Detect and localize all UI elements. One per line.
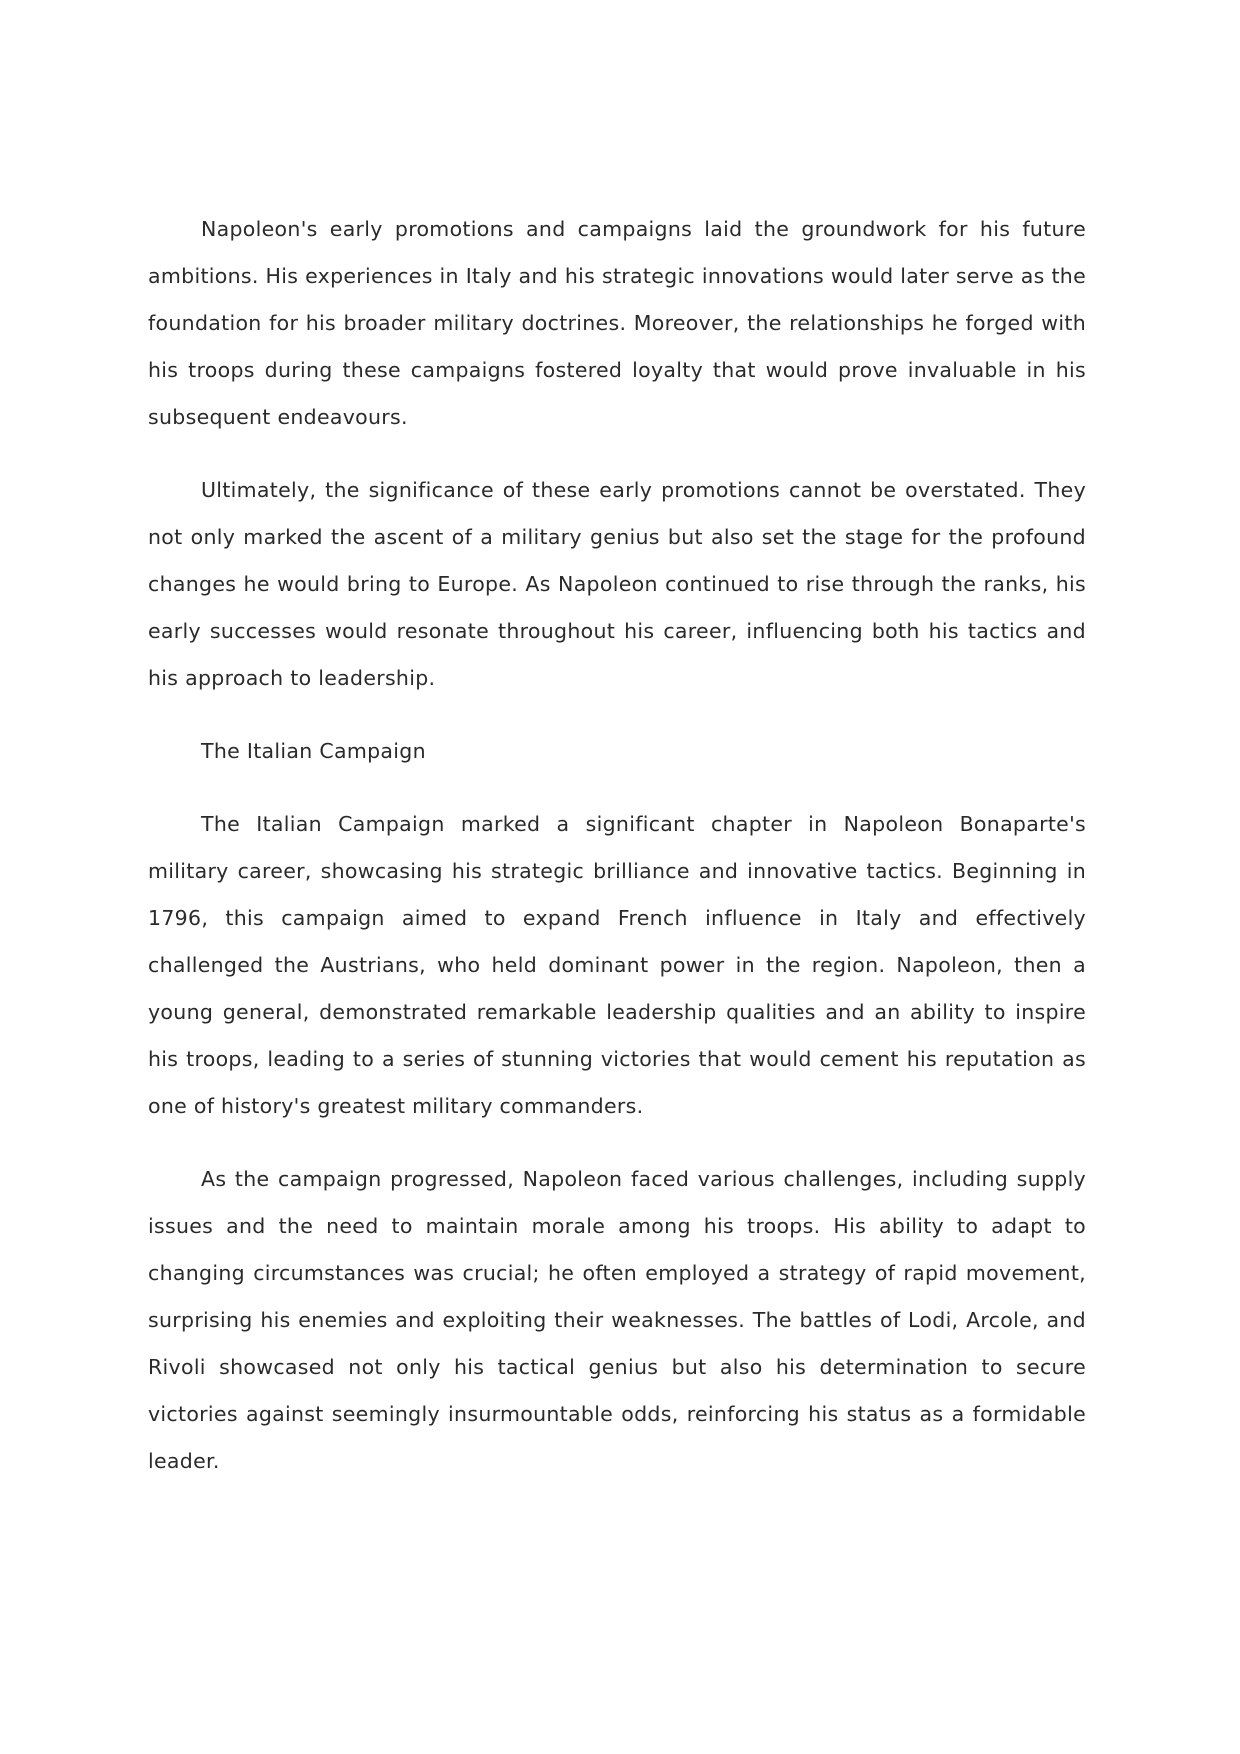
paragraph-italian-campaign: The Italian Campaign marked a significant chapter in Napoleon Bonaparte's military career, showcasing his strategic brilliance and innovative tactics. Beginning in 1796, this campaign aimed to expand French influence in Italy and effectively challenged the Austrians, who held dominant power in the region. Napoleon, then a young general, demonstrated remarkable leadership qualities and an ability to inspire his troops, leading to a series of stunning victories that would cement his reputation as one of history's greatest military commanders. (148, 812, 1086, 1118)
paragraph-early-promotions: Napoleon's early promotions and campaigns laid the groundwork for his future ambitions. His experiences in Italy and his strategic innovations would later serve as the foundation for his broader military doctrines. Moreover, the relationships he forged with his troops during these campaigns fostered loyalty that would prove invaluable in his subsequent endeavours. (148, 217, 1086, 429)
paragraph-significance: Ultimately, the significance of these early promotions cannot be overstated. They not only marked the ascent of a military genius but also set the stage for the profound changes he would bring to Europe. As Napoleon continued to rise through the ranks, his early successes would resonate throughout his career, influencing both his tactics and his approach to leadership. (148, 478, 1086, 690)
section-heading: The Italian Campaign (201, 739, 426, 763)
document-body (148, 206, 1086, 1511)
paragraph-campaign-progress: As the campaign progressed, Napoleon faced various challenges, including supply issues and the need to maintain morale among his troops. His ability to adapt to changing circumstances was crucial; he often employed a strategy of rapid movement, surprising his enemies and exploiting their weaknesses. The battles of Lodi, Arcole, and Rivoli showcased not only his tactical genius but also his determination to secure victories against seemingly insurmountable odds, reinforcing his status as a formidable leader. (148, 1167, 1086, 1473)
